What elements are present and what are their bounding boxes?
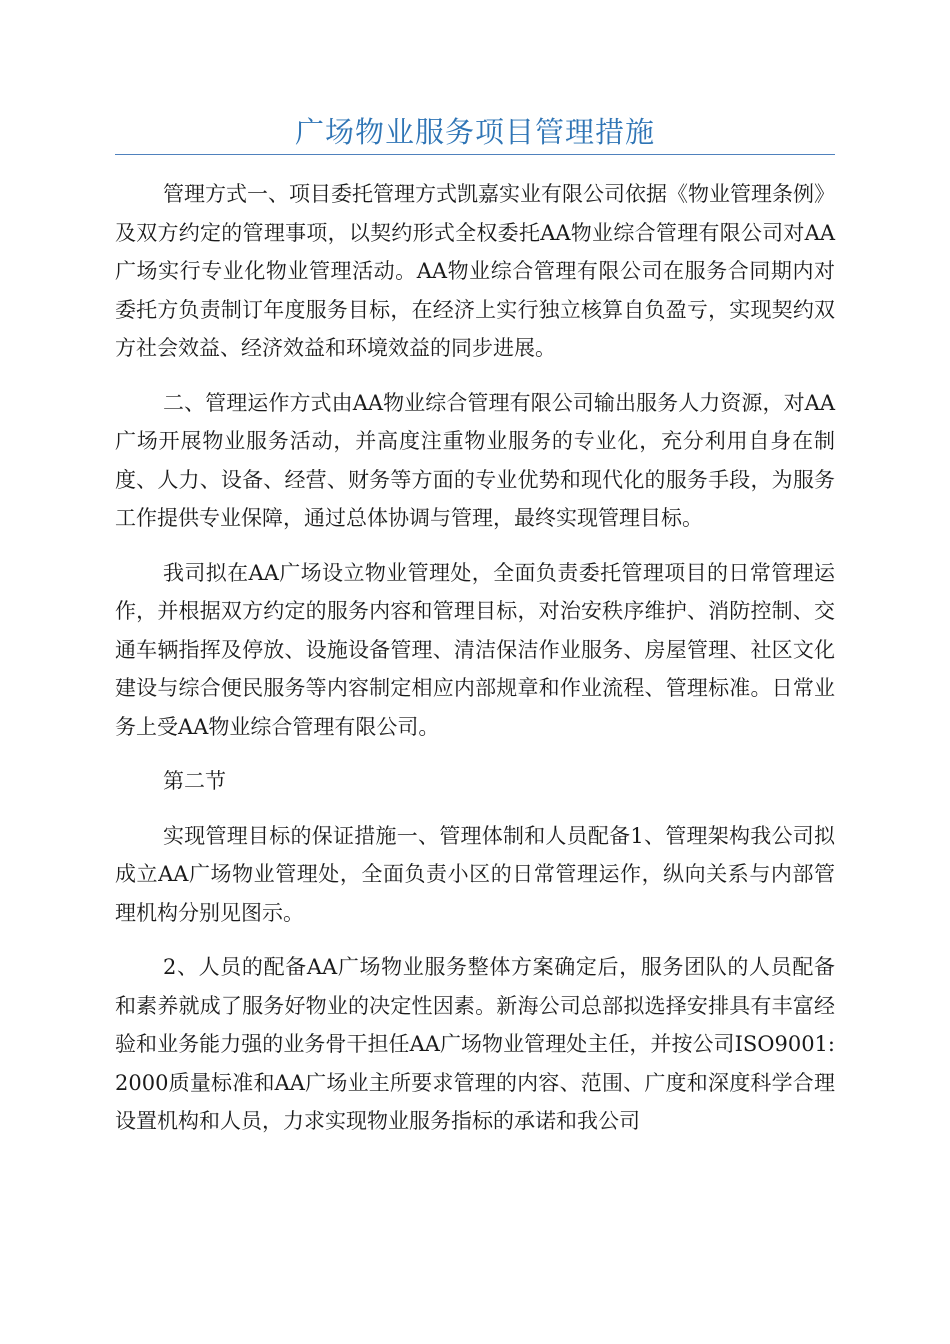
paragraph-management-office: 我司拟在AA广场设立物业管理处，全面负责委托管理项目的日常管理运作，并根据双方约定的服务内容和管理目标，对治安秩序维护、消防控制、交通车辆指挥及停放、设施设备管理、清洁保洁作业服务、房屋管理、社区文化建设与综合便民服务等内容制定相应内部规章和作业流程、管理标准。日常业务上受AA物业综合管理有限公司。 <box>115 560 835 739</box>
title-underline <box>115 154 835 155</box>
paragraph-guarantee-measures: 实现管理目标的保证措施一、管理体制和人员配备1、管理架构我公司拟成立AA广场物业管理处，全面负责小区的日常管理运作，纵向关系与内部管理机构分别见图示。 <box>115 823 835 925</box>
section-heading: 第二节 <box>163 769 226 793</box>
document-body <box>115 175 835 1157</box>
paragraph-operation-method: 二、管理运作方式由AA物业综合管理有限公司输出服务人力资源，对AA广场开展物业服务活动，并高度注重物业服务的专业化，充分利用自身在制度、人力、设备、经营、财务等方面的专业优势和现代化的服务手段，为服务工作提供专业保障，通过总体协调与管理，最终实现管理目标。 <box>115 390 835 530</box>
document-title: 广场物业服务项目管理措施 <box>294 115 655 149</box>
paragraph-management-method: 管理方式一、项目委托管理方式凯嘉实业有限公司依据《物业管理条例》及双方约定的管理事项，以契约形式全权委托AA物业综合管理有限公司对AA广场实行专业化物业管理活动。AA物业综合管理有限公司在服务合同期内对委托方负责制订年度服务目标，在经济上实行独立核算自负盈亏，实现契约双方社会效益、经济效益和环境效益的同步进展。 <box>115 182 835 360</box>
paragraph-staffing: 2、人员的配备AA广场物业服务整体方案确定后，服务团队的人员配备和素养就成了服务好物业的决定性因素。新海公司总部拟选择安排具有丰富经验和业务能力强的业务骨干担任AA广场物业管理处主任，并按公司ISO9001:2000质量标准和AA广场业主所要求管理的内容、范围、广度和深度科学合理设置机构和人员，力求实现物业服务指标的承诺和我公司 <box>115 955 835 1133</box>
